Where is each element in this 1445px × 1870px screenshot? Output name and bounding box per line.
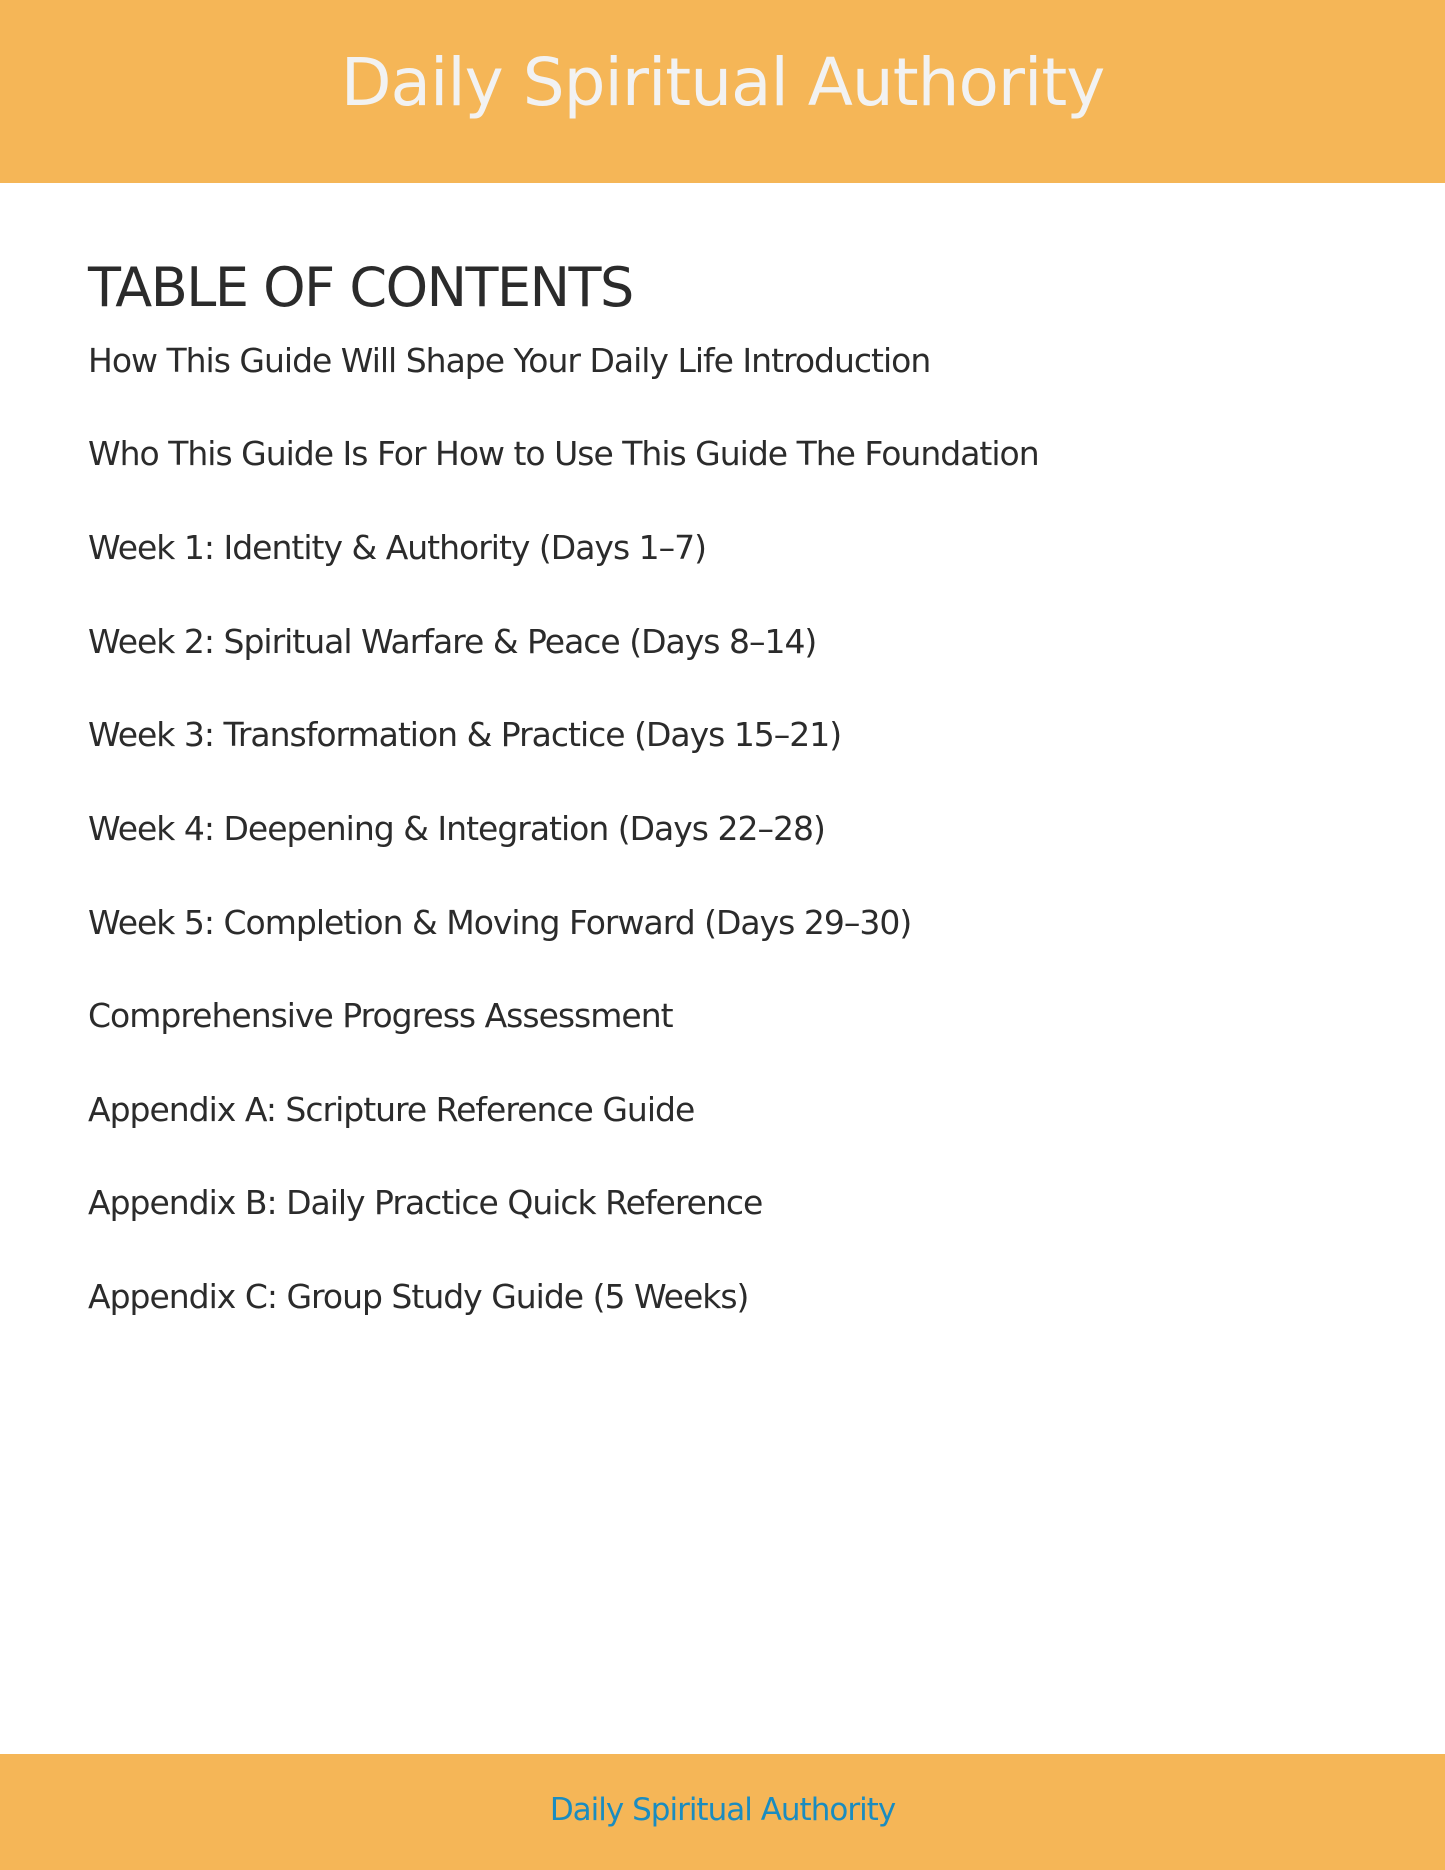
toc-item[interactable]: Week 1: Identity & Authority (Days 1–7) xyxy=(88,528,707,567)
toc-item[interactable]: Week 3: Transformation & Practice (Days 15–21) xyxy=(88,715,842,754)
toc-item[interactable]: Appendix A: Scripture Reference Guide xyxy=(88,1090,695,1129)
toc-item[interactable]: How This Guide Will Shape Your Daily Life Introduction xyxy=(88,341,931,380)
header-title: Daily Spiritual Authority xyxy=(340,44,1105,121)
toc-item[interactable]: Appendix C: Group Study Guide (5 Weeks) xyxy=(88,1277,749,1316)
toc-item[interactable]: Appendix B: Daily Practice Quick Reference xyxy=(88,1183,763,1222)
toc-item[interactable]: Week 4: Deepening & Integration (Days 22–28) xyxy=(88,809,825,848)
toc-item[interactable]: Who This Guide Is For How to Use This Guide The Foundation xyxy=(88,434,1039,473)
toc-item[interactable]: Week 5: Completion & Moving Forward (Days 29–30) xyxy=(88,903,912,942)
page-footer xyxy=(0,1754,1445,1870)
toc-item[interactable]: Comprehensive Progress Assessment xyxy=(88,996,673,1035)
toc-item[interactable]: Week 2: Spiritual Warfare & Peace (Days 8–14) xyxy=(88,622,817,661)
toc-heading: TABLE OF CONTENTS xyxy=(88,256,633,319)
page-header xyxy=(0,0,1445,183)
footer-title: Daily Spiritual Authority xyxy=(549,1792,896,1828)
